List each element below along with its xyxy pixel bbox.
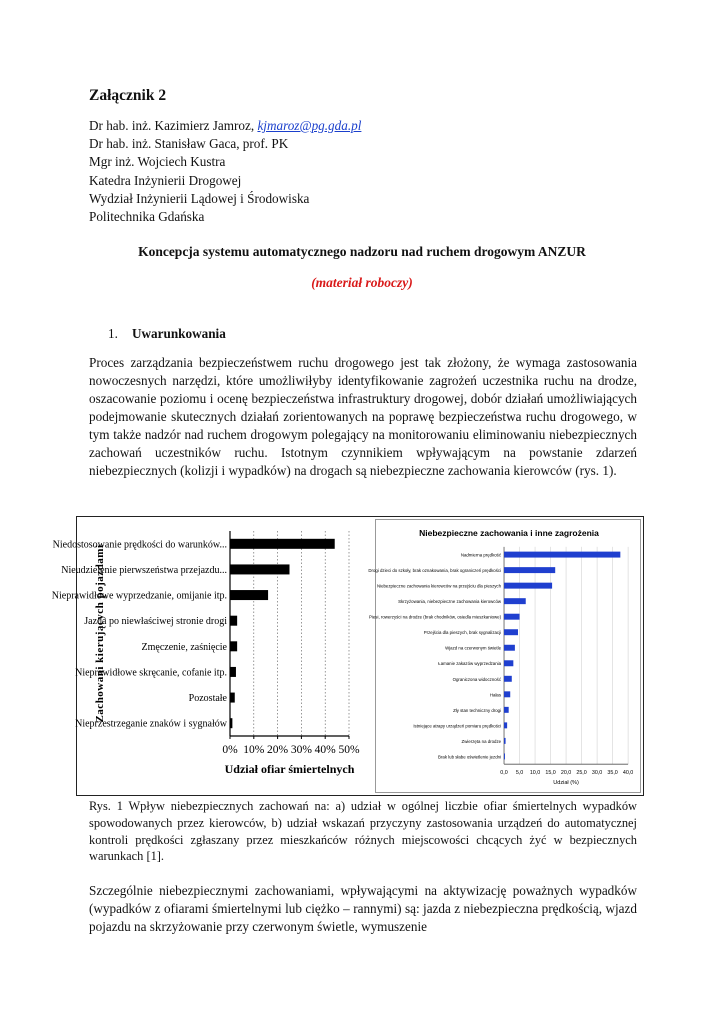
section-number: 1. [108,326,118,341]
chart-b-bar [504,660,513,666]
chart-a-bar [230,693,235,703]
chart-b-bar [504,614,520,620]
chart-a-bar [230,718,232,728]
chart-b-category-label: Brak lub słabe oświetlenie jezdni [438,754,502,760]
chart-b-bar [504,738,506,744]
chart-a-bar [230,590,268,600]
chart-b-category-label: Zły stan techniczny drogi [453,707,502,713]
chart-b-bar [504,676,512,682]
section-title: Uwarunkowania [132,326,226,341]
chart-b-x-tick-label: 0,0 [500,770,508,777]
chart-a-category-label: Nieprawidłowe wyprzedzanie, omijanie itp. [51,590,227,602]
chart-a-category-label: Niedostosowanie prędkości do warunków... [52,539,227,551]
chart-hazards [368,519,641,793]
document-title: Koncepcja systemu automatycznego nadzoru nad ruchem drogowym ANZUR [138,244,586,259]
author-1-name: Dr hab. inż. Kazimierz Jamroz, [89,118,258,133]
chart-b-category-label: Ograniczona widoczność [452,676,502,682]
chart-b-category-label: Istniejące atrapy urządzeń pomiaru prędkości [413,723,502,729]
chart-b-bar [504,629,518,635]
chart-b-category-label: Łamanie zakazów wyprzedzania [438,661,502,667]
chart-a-x-tick-label: 20% [267,744,289,756]
chart-b-bar [504,753,505,759]
chart-a-x-axis-label: Udział ofiar śmiertelnych [224,762,355,776]
authors-block [89,117,361,226]
chart-a-x-tick-label: 40% [314,744,336,756]
annex-heading: Załącznik 2 [89,87,167,104]
chart-b-bar [504,598,526,604]
chart-b-bar [504,567,555,573]
chart-b-x-tick-label: 40,0 [622,770,634,777]
section-heading [108,326,226,342]
chart-b-x-axis-label: Udział (%) [553,780,579,787]
chart-b-category-label: Hałas [489,692,502,698]
chart-b-title: Niebezpieczne zachowania i inne zagrożenia [419,527,599,538]
chart-a-x-tick-label: 10% [243,744,265,756]
faculty-line: Wydział Inżynierii Lądowej i Środowiska [89,190,310,206]
chart-b-category-label: Przejścia dla pieszych, brak sygnalizacji [423,630,502,636]
chart-b-x-tick-label: 25,0 [576,770,587,777]
chart-a-bar [230,641,237,651]
chart-b-category-label: Zwierzęta na drodze [461,738,502,744]
chart-a-category-label: Jazda po niewłaściwej stronie drogi [84,616,227,628]
chart-b-bar [504,691,510,697]
chart-a-bar [230,539,335,549]
chart-b-background [376,520,640,792]
chart-b-category-label: Piesi, rowerzyści na drodze (brak chodników, osiedla mieszkaniowe) [368,614,502,620]
chart-a-bar [230,667,236,677]
email-link[interactable]: kjmaroz@pg.gda.pl [257,118,362,133]
chart-b-x-tick-label: 15,0 [545,770,556,777]
document-subtitle: (materiał roboczy) [311,275,413,290]
figure-caption: Rys. 1 Wpływ niebezpiecznych zachowań na: a) udział w ogólnej liczbie ofiar śmiertelnych wypadków spowodowanych przez kierowców, b) udział wskazań przyczyny zastosowania urządzeń do automatycznej kontroli prędkości zgłaszany przez mieszkańców różnych miejscowości chcących żyć w bezpiecznych warunkach [1]. [89,799,637,864]
chart-a-bar [230,616,237,626]
author-line-2: Dr hab. inż. Stanisław Gaca, prof. PK [89,136,289,152]
chart-a-category-label: Pozostałe [188,693,227,705]
chart-b-x-tick-label: 5,0 [515,770,524,777]
chart-a-category-label: Zmęczenie, zaśnięcie [141,641,227,653]
chart-b-bar [504,707,509,713]
paragraph-2: Szczególnie niebezpiecznymi zachowaniami, wpływającymi na aktywizację poważnych wypadków (wypadków z ofiarami śmiertelnymi lub ciężko – rannymi) są: jazda z niebezpieczna prędkością, wjazd pojazdu na skrzyżowanie przy czerwonym świetle, wymuszenie [89,883,637,934]
chart-b-category-label: Niebezpieczne zachowania kierowców na przejściu dla pieszych [376,583,502,589]
chart-b-category-label: Nadmierna prędkość [460,552,502,558]
author-line-3: Mgr inż. Wojciech Kustra [89,154,226,170]
chart-a-category-label: Nieudzielenie pierwszeństwa przejazdu... [61,564,227,576]
university-line: Politechnika Gdańska [89,209,205,225]
chart-b-x-tick-label: 35,0 [607,770,618,777]
chart-a-x-tick-label: 0% [222,744,238,756]
paragraph-1: Proces zarządzania bezpieczeństwem ruchu drogowego jest tak złożony, że wymaga zastosowania nowoczesnych narzędzi, które umożliwiłyby identyfikowanie zagrożeń uczestnika ruchu na drodze, oszacowanie poziomu i ocenę bezpieczeństwa infrastruktury drogowej, dobór działań umożliwiających podejmowanie skutecznych działań zorientowanych na poprawę bezpieczeństwa ruchu drogowego, w tym także nadzór nad ruchem drogowym polegający na monitorowaniu eliminowaniu niebezpiecznych zachowań uczestników ruchu. Istotnym czynnikiem wpływającym na powstanie zdarzeń niebezpiecznych (kolizji i wypadków) na drogach są niebezpieczne zachowania kierowców (rys. 1). [89,355,637,478]
chart-b-category-label: Wjazd na czerwonym świetle [445,645,502,651]
chart-b-bar [504,645,515,651]
chart-b-category-label: Drogi dzieci do szkoły, brak oznakowania, brak ograniczeń prędkości [368,568,502,574]
chart-a-y-axis-label: Zachowani kierujących pojazdami [94,544,106,723]
chart-a-bar [230,564,290,574]
chart-b-bar [504,552,620,558]
chart-a-category-label: Nieprzestrzeganie znaków i sygnałów [75,718,227,730]
chart-b-x-tick-label: 20,0 [560,770,572,777]
chart-b-category-label: Skrzyżowania, niebezpieczne zachowania kierowców [398,599,502,605]
chart-a-x-tick-label: 30% [290,744,312,756]
chart-b-bar [504,583,552,589]
chart-b-x-tick-label: 30,0 [591,770,603,777]
chart-driver-behaviour [51,519,370,791]
chart-b-x-tick-label: 10,0 [529,770,541,777]
department-line: Katedra Inżynierii Drogowej [89,172,242,188]
chart-a-x-tick-label: 50% [338,744,360,756]
chart-b-bar [504,722,507,728]
author-line-1 [89,117,361,135]
chart-a-category-label: Nieprawidłowe skręcanie, cofanie itp. [75,667,227,679]
